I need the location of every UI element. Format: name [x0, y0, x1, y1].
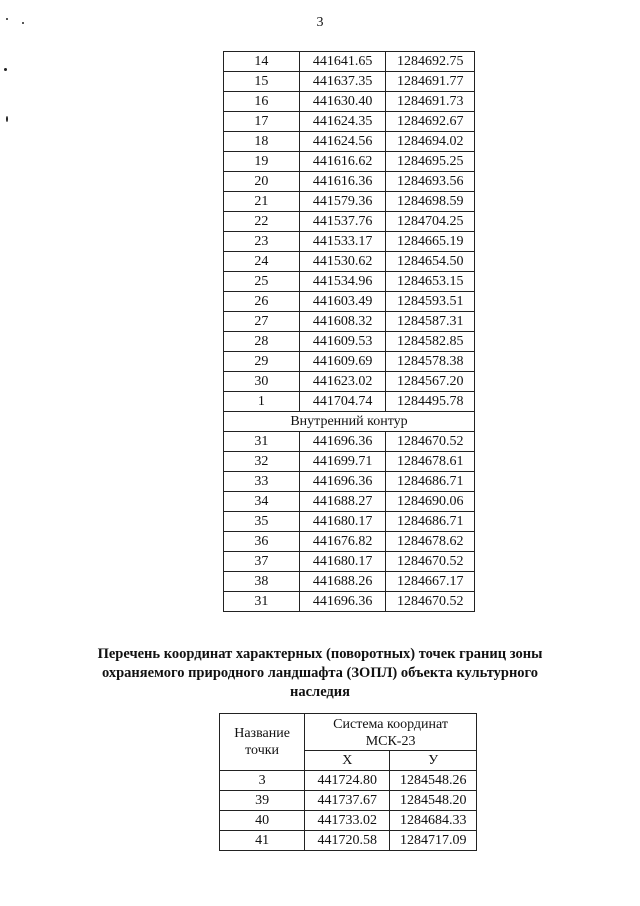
heading-line: наследия: [290, 684, 350, 700]
point-number-cell: 32: [224, 452, 300, 472]
header-system-line: МСК-23: [365, 734, 416, 749]
x-coordinate-cell: 441696.36: [299, 472, 386, 492]
y-coordinate-cell: 1284686.71: [386, 512, 475, 532]
scan-speck: [22, 22, 24, 24]
y-coordinate-cell: 1284698.59: [386, 192, 475, 212]
table-row: [224, 172, 475, 192]
y-coordinate-cell: 1284691.73: [386, 92, 475, 112]
table-row: [224, 292, 475, 312]
zopl-coordinates-table: [219, 713, 477, 851]
table-row: [224, 432, 475, 452]
table-row: [224, 92, 475, 112]
x-coordinate-cell: 441688.27: [299, 492, 386, 512]
y-coordinate-cell: 1284684.33: [390, 811, 477, 831]
point-number-cell: 41: [220, 831, 305, 851]
x-coordinate-cell: 441609.69: [299, 352, 386, 372]
table-row: [224, 192, 475, 212]
point-number-cell: 30: [224, 372, 300, 392]
y-coordinate-cell: 1284665.19: [386, 232, 475, 252]
x-coordinate-cell: 441733.02: [305, 811, 390, 831]
y-coordinate-cell: 1284670.52: [386, 432, 475, 452]
y-coordinate-cell: 1284667.17: [386, 572, 475, 592]
point-number-cell: 28: [224, 332, 300, 352]
point-number-cell: 31: [224, 432, 300, 452]
table-row: [224, 472, 475, 492]
table-row: [224, 72, 475, 92]
x-coordinate-cell: 441624.35: [299, 112, 386, 132]
scan-speck: [6, 116, 8, 122]
table-row: [220, 831, 477, 851]
table-row: [220, 811, 477, 831]
table-row: [224, 132, 475, 152]
scan-speck: [4, 68, 7, 71]
point-number-cell: 16: [224, 92, 300, 112]
x-coordinate-cell: 441724.80: [305, 771, 390, 791]
table-row: [224, 452, 475, 472]
x-coordinate-cell: 441534.96: [299, 272, 386, 292]
x-coordinate-cell: 441696.36: [299, 432, 386, 452]
y-coordinate-cell: 1284653.15: [386, 272, 475, 292]
table-row: [224, 332, 475, 352]
point-number-cell: 33: [224, 472, 300, 492]
y-coordinate-cell: 1284686.71: [386, 472, 475, 492]
point-number-cell: 3: [220, 771, 305, 791]
scan-speck: [6, 18, 8, 20]
x-coordinate-cell: 441737.67: [305, 791, 390, 811]
y-coordinate-cell: 1284593.51: [386, 292, 475, 312]
x-coordinate-cell: 441608.32: [299, 312, 386, 332]
y-coordinate-cell: 1284670.52: [386, 552, 475, 572]
point-number-cell: 21: [224, 192, 300, 212]
point-number-cell: 34: [224, 492, 300, 512]
point-number-cell: 39: [220, 791, 305, 811]
table-row: [224, 112, 475, 132]
y-coordinate-cell: 1284582.85: [386, 332, 475, 352]
heading-line: охраняемого природного ландшафта (ЗОПЛ) объекта культурного: [101, 665, 539, 681]
y-coordinate-cell: 1284690.06: [386, 492, 475, 512]
header-coordinate-system: [305, 714, 477, 751]
point-number-cell: 26: [224, 292, 300, 312]
x-coordinate-cell: 441623.02: [299, 372, 386, 392]
heading-line: Перечень координат характерных (поворотных) точек границ зоны: [97, 646, 543, 662]
header-point-name: Название точки: [220, 714, 305, 771]
table-row: [224, 572, 475, 592]
x-coordinate-cell: 441630.40: [299, 92, 386, 112]
x-coordinate-cell: 441696.36: [299, 592, 386, 612]
header-x: Х: [305, 751, 390, 771]
x-coordinate-cell: 441530.62: [299, 252, 386, 272]
point-number-cell: 18: [224, 132, 300, 152]
point-number-cell: 22: [224, 212, 300, 232]
x-coordinate-cell: 441537.76: [299, 212, 386, 232]
x-coordinate-cell: 441720.58: [305, 831, 390, 851]
table-row: [224, 392, 475, 412]
x-coordinate-cell: 441641.65: [299, 52, 386, 72]
point-number-cell: 29: [224, 352, 300, 372]
y-coordinate-cell: 1284678.61: [386, 452, 475, 472]
y-coordinate-cell: 1284692.67: [386, 112, 475, 132]
point-number-cell: 37: [224, 552, 300, 572]
table-row: [224, 592, 475, 612]
y-coordinate-cell: 1284694.02: [386, 132, 475, 152]
point-number-cell: 19: [224, 152, 300, 172]
point-number-cell: 27: [224, 312, 300, 332]
x-coordinate-cell: 441533.17: [299, 232, 386, 252]
point-number-cell: 38: [224, 572, 300, 592]
table-row: [224, 352, 475, 372]
point-number-cell: 14: [224, 52, 300, 72]
x-coordinate-cell: 441579.36: [299, 192, 386, 212]
x-coordinate-cell: 441680.17: [299, 512, 386, 532]
table-row: [224, 232, 475, 252]
y-coordinate-cell: 1284548.26: [390, 771, 477, 791]
coordinates-table: [223, 51, 475, 612]
x-coordinate-cell: 441609.53: [299, 332, 386, 352]
section-heading: [90, 645, 550, 702]
point-number-cell: 17: [224, 112, 300, 132]
inner-contour-label: Внутренний контур: [224, 412, 475, 432]
table-row: [224, 252, 475, 272]
table-row: [220, 791, 477, 811]
x-coordinate-cell: 441603.49: [299, 292, 386, 312]
y-coordinate-cell: 1284548.20: [390, 791, 477, 811]
x-coordinate-cell: 441637.35: [299, 72, 386, 92]
table-row: [220, 771, 477, 791]
table-row: [224, 52, 475, 72]
table-row: [224, 212, 475, 232]
point-number-cell: 15: [224, 72, 300, 92]
table-row: [224, 152, 475, 172]
table-row: [224, 512, 475, 532]
point-number-cell: 40: [220, 811, 305, 831]
x-coordinate-cell: 441704.74: [299, 392, 386, 412]
x-coordinate-cell: 441699.71: [299, 452, 386, 472]
table-row: [224, 312, 475, 332]
x-coordinate-cell: 441616.36: [299, 172, 386, 192]
table-row: [224, 492, 475, 512]
y-coordinate-cell: 1284678.62: [386, 532, 475, 552]
point-number-cell: 24: [224, 252, 300, 272]
y-coordinate-cell: 1284695.25: [386, 152, 475, 172]
header-system-line: Система координат: [333, 717, 448, 732]
y-coordinate-cell: 1284692.75: [386, 52, 475, 72]
point-number-cell: 25: [224, 272, 300, 292]
point-number-cell: 1: [224, 392, 300, 412]
y-coordinate-cell: 1284567.20: [386, 372, 475, 392]
y-coordinate-cell: 1284587.31: [386, 312, 475, 332]
y-coordinate-cell: 1284691.77: [386, 72, 475, 92]
point-number-cell: 36: [224, 532, 300, 552]
table-row: [224, 372, 475, 392]
x-coordinate-cell: 441688.26: [299, 572, 386, 592]
header-y: У: [390, 751, 477, 771]
page-number: 3: [316, 15, 324, 30]
y-coordinate-cell: 1284693.56: [386, 172, 475, 192]
point-number-cell: 35: [224, 512, 300, 532]
x-coordinate-cell: 441624.56: [299, 132, 386, 152]
point-number-cell: 20: [224, 172, 300, 192]
inner-contour-row: [224, 412, 475, 432]
table-header-row: [220, 714, 477, 751]
y-coordinate-cell: 1284670.52: [386, 592, 475, 612]
x-coordinate-cell: 441676.82: [299, 532, 386, 552]
y-coordinate-cell: 1284704.25: [386, 212, 475, 232]
table-row: [224, 272, 475, 292]
y-coordinate-cell: 1284578.38: [386, 352, 475, 372]
table-row: [224, 552, 475, 572]
y-coordinate-cell: 1284495.78: [386, 392, 475, 412]
y-coordinate-cell: 1284654.50: [386, 252, 475, 272]
y-coordinate-cell: 1284717.09: [390, 831, 477, 851]
x-coordinate-cell: 441680.17: [299, 552, 386, 572]
point-number-cell: 31: [224, 592, 300, 612]
point-number-cell: 23: [224, 232, 300, 252]
table-row: [224, 532, 475, 552]
x-coordinate-cell: 441616.62: [299, 152, 386, 172]
